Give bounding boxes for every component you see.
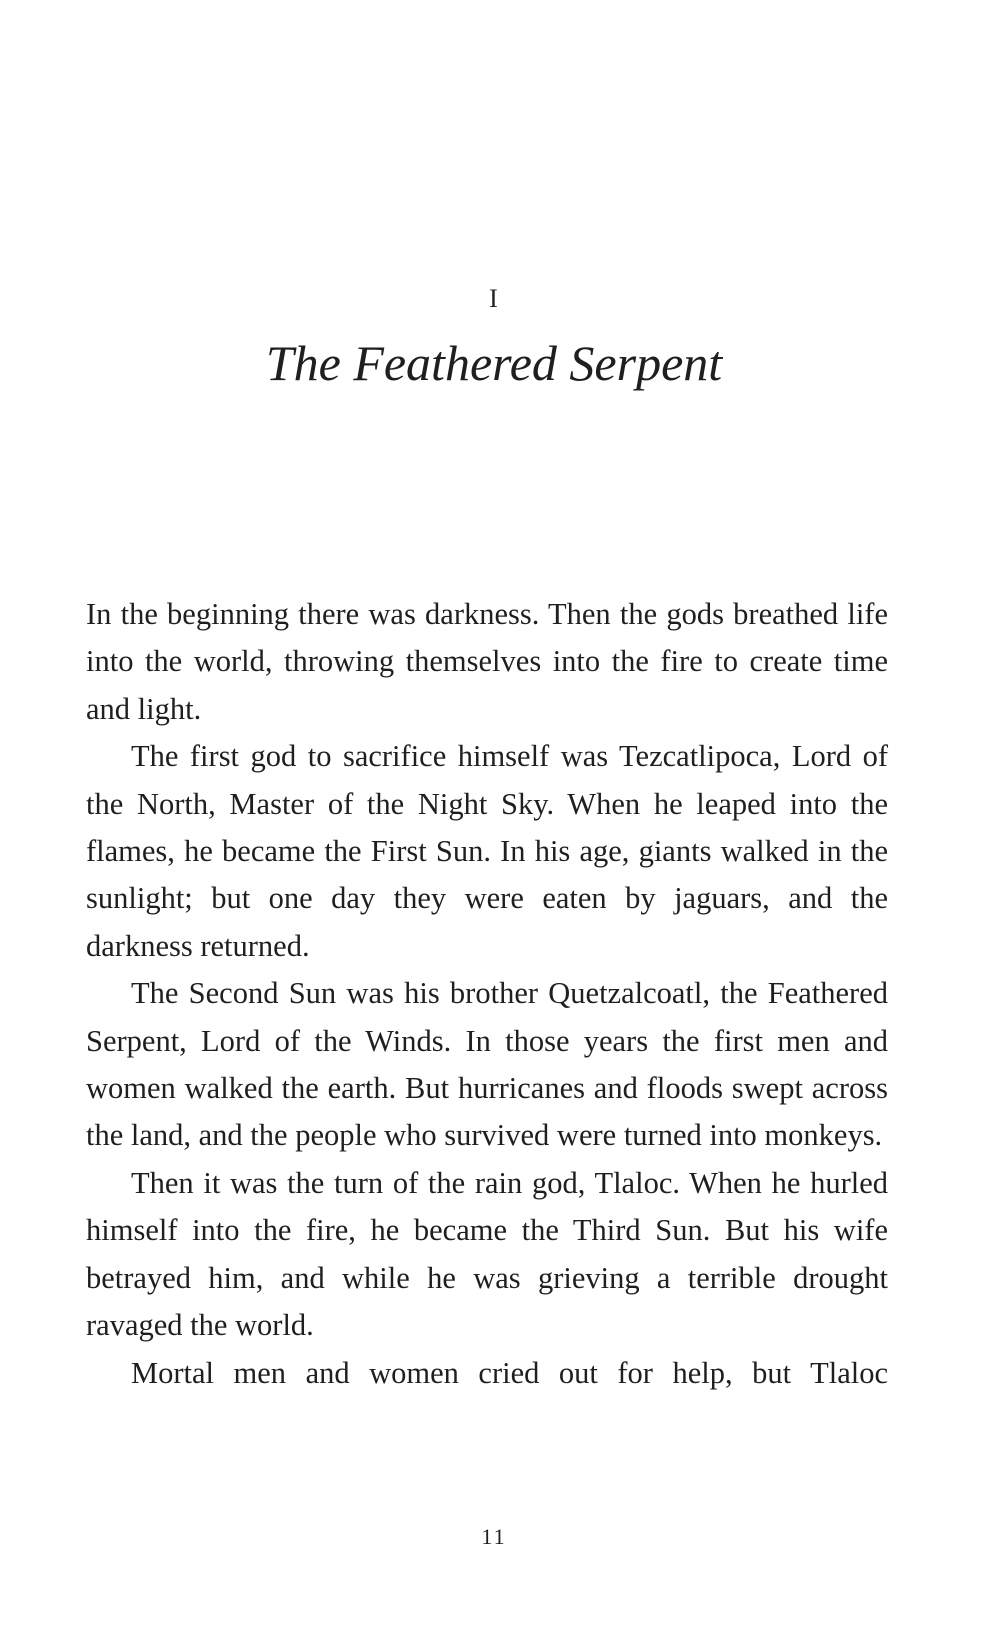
paragraph: The first god to sacrifice himself was Tezcatlipoca, Lord of the North, Master of the Night Sky. When he leaped into the flames, he became the First Sun. In his age, giants walked in the sunlight; but one day they were eaten by jaguars, and the darkness returned.: [86, 739, 888, 963]
paragraph: Then it was the turn of the rain god, Tlaloc. When he hurled himself into the fire, he became the Third Sun. But his wife betrayed him, and while he was grieving a terrible drought ravaged the world.: [86, 1165, 888, 1343]
chapter-number: I: [489, 284, 499, 313]
paragraph: In the beginning there was darkness. Then the gods breathed life into the world, throwing themselves into the fire to create time and light.: [86, 597, 888, 726]
chapter-title: The Feathered Serpent: [265, 335, 723, 391]
paragraph: The Second Sun was his brother Quetzalcoatl, the Feathered Serpent, Lord of the Winds. In those years the first men and women walked the earth. But hurricanes and floods swept across the land, and the people who survived were turned into monkeys.: [86, 976, 888, 1153]
page-number: 11: [481, 1524, 507, 1549]
paragraph: Mortal men and women cried out for help, but Tlaloc: [131, 1355, 888, 1390]
chapter-body: [86, 591, 888, 1397]
